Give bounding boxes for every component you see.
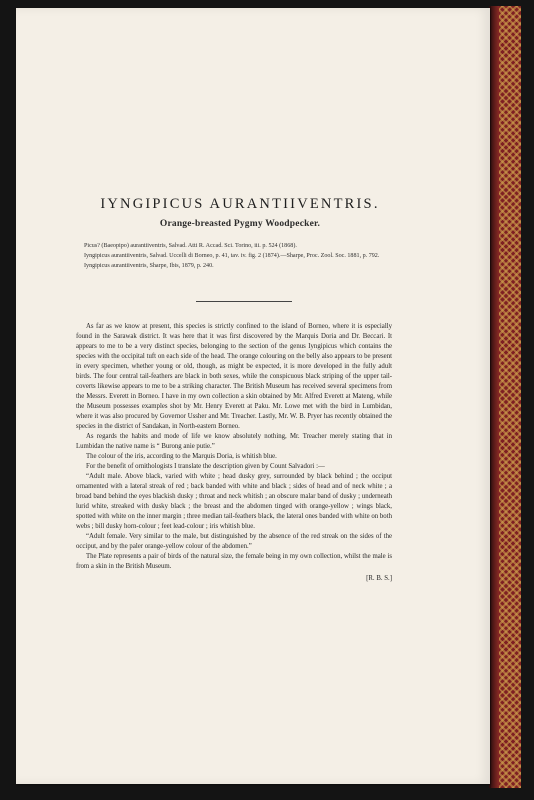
spine-shadow: [491, 6, 499, 788]
body-paragraph: As far as we know at present, this species is strictly confined to the island of Borneo, where it is especially found in the Sarawak district. It was here that it was first discovered by the Marquis Doria and Dr. Beccari. It appears to me to be a very distinct species, belonging to the section of the genus Iyngipicus which contains the species with the occipital tuft on each side of the head. The orange colouring on the belly also appears to be present in every specimen, whether young or old, though, as might be expected, it is more developed in the fully adult birds. The four central tail-feathers are black in both sexes, while the conspicuous black striping of the upper tail-coverts likewise appears to me to be a striking character. The British Museum has received several specimens from the Messrs. Everett in Borneo. I have in my own collection a skin obtained by Mr. Alfred Everett at Mateng, while the Museum possesses examples shot by Mr. Henry Everett at Paku. Mr. Lowe met with the bird in Lumbidan, where it was also procured by Governor Ussher and Mr. Treacher. Lastly, Mr. W. B. Pryer has recently obtained the species in the district of Sandakan, in North-eastern Borneo.: [76, 323, 392, 430]
description-female: “Adult female. Very similar to the male, but distinguished by the absence of the red streak on the sides of the occiput, and by the paler orange-yellow colour of the abdomen.”: [76, 533, 392, 550]
author-signature: [R. B. S.]: [366, 575, 392, 582]
synonymy-line: Picus? (Baeopipo) aurantiiventris, Salvad. Atti R. Accad. Sci. Torino, iii. p. 524 (1868).: [84, 243, 297, 249]
species-title: IYNGIPICUS AURANTIIVENTRIS.: [100, 196, 380, 212]
common-name: Orange-breasted Pygmy Woodpecker.: [159, 219, 321, 229]
body-paragraph: The Plate represents a pair of birds of the natural size, the female being in my own collection, whilst the male is from a skin in the British Museum.: [76, 553, 392, 570]
body-paragraph: As regards the habits and mode of life we know absolutely nothing, Mr. Treacher merely stating that in Lumbidan the native name is “ Burong anie putie.”: [76, 433, 392, 450]
synonymy-block: [84, 241, 444, 272]
book-spine: [489, 6, 521, 788]
species-account: [76, 322, 392, 584]
description-male: “Adult male. Above black, varied with white ; head dusky grey, surrounded by black behind ; the occiput ornamented with a lateral streak of red ; back banded with white and black ; sides of head and of neck white ; a broad band behind the eyes blackish dusky ; throat and neck whitish ; an obscure malar band of dusky ; underneath lurid white, streaked with dusky black ; the breast and the abdomen tinged with orange-yellow ; wings black, spotted with white on the inner margin ; three median tail-feathers black, the lateral ones banded with white on both webs ; bill dusky horn-colour ; feet lead-colour ; iris whitish blue.: [76, 473, 392, 530]
synonymy-line: Iyngipicus aurantiiventris, Salvad. Uccelli di Borneo, p. 41, tav. iv. fig. 2 (1874).—Sharpe, Proc. Zool. Soc. 1881, p. 792.: [84, 253, 380, 260]
section-divider: [196, 301, 292, 302]
body-paragraph: The colour of the iris, according to the Marquis Doria, is whitish blue.: [86, 453, 277, 460]
body-paragraph: For the benefit of ornithologists I translate the description given by Count Salvadori :—: [86, 463, 325, 470]
plate-heading: [60, 196, 420, 229]
synonymy-line: Iyngipicus aurantiiventris, Sharpe, Ibis, 1879, p. 240.: [84, 263, 214, 270]
